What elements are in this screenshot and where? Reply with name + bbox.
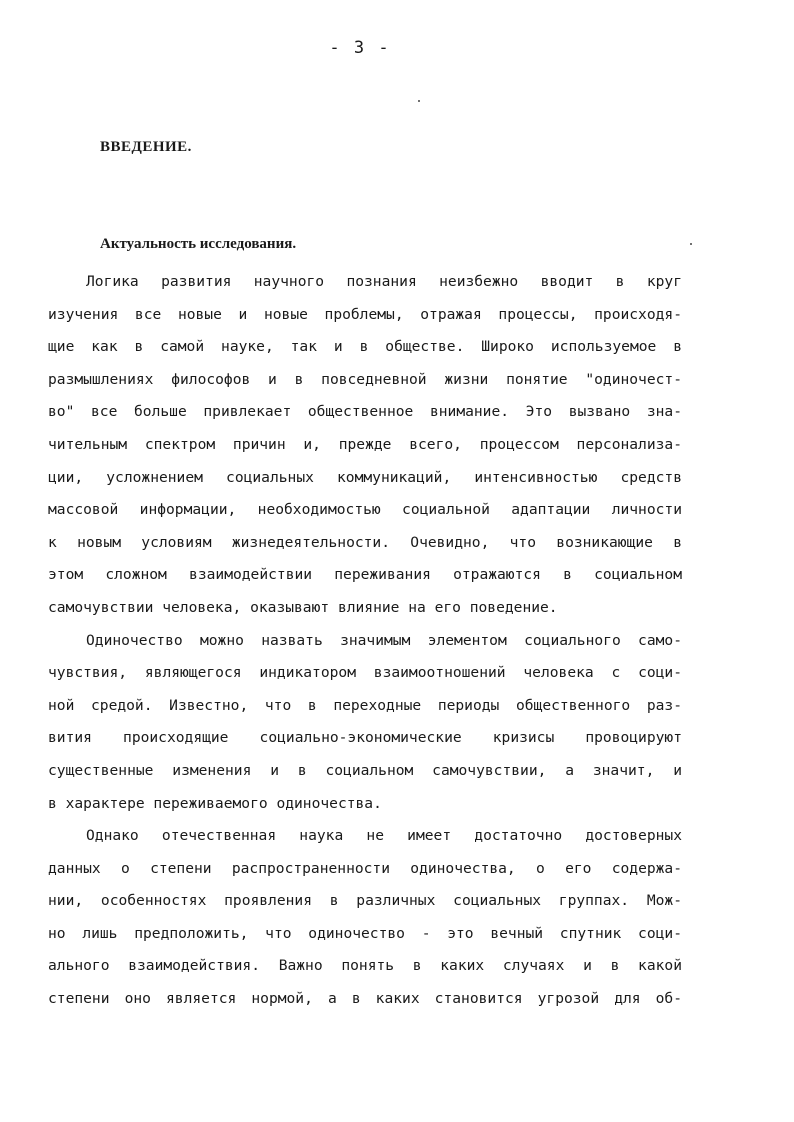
text-line: Однако отечественная наука не имеет достаточно достоверных	[86, 827, 682, 845]
text-line: в характере переживаемого одиночества.	[48, 794, 382, 812]
text-line: ции, усложнением социальных коммуникаций, интенсивностью средств	[48, 468, 682, 486]
scan-speck	[690, 243, 692, 245]
text-line: ального взаимодействия. Важно понять в каких случаях и в какой	[48, 957, 682, 975]
text-line: Одиночество можно назвать значимым элементом социального само-	[86, 631, 682, 649]
text-line: к новым условиям жизнедеятельности. Очевидно, что возникающие в	[48, 533, 682, 551]
text-line: изучения все новые и новые проблемы, отражая процессы, происходя-	[48, 305, 682, 323]
text-line: но лишь предположить, что одиночество - это вечный спутник соци-	[48, 924, 682, 942]
text-line: Логика развития научного познания неизбежно вводит в круг	[86, 273, 682, 290]
text-line: существенные изменения и в социальном самочувствии, а значит, и	[48, 761, 682, 779]
text-line: степени оно является нормой, а в каких становится угрозой для об-	[48, 990, 682, 1008]
text-line: нии, особенностях проявления в различных социальных группах. Мож-	[48, 892, 682, 910]
text-line: во" все больше привлекает общественное внимание. Это вызвано зна-	[48, 403, 682, 421]
text-line: этом сложном взаимодействии переживания отражаются в социальном	[48, 566, 682, 584]
text-line: чительным спектром причин и, прежде всего, процессом персонализа-	[48, 435, 682, 453]
text-line: размышлениях философов и в повседневной жизни понятие "одиночест-	[48, 370, 682, 388]
body-text	[48, 266, 682, 1016]
text-line: вития происходящие социально-экономические кризисы провоцируют	[48, 729, 682, 747]
heading-introduction: ВВЕДЕНИЕ.	[100, 139, 192, 155]
scan-speck	[418, 100, 420, 102]
page-number: - 3 -	[329, 38, 391, 58]
text-line: ной средой. Известно, что в переходные периоды общественного раз-	[48, 696, 682, 714]
text-line: самочувствии человека, оказывают влияние на его поведение.	[48, 598, 558, 616]
text-line: щие как в самой науке, так и в обществе. Широко используемое в	[48, 338, 682, 356]
text-line: данных о степени распространенности одиночества, о его содержа-	[48, 859, 682, 877]
section-title-relevance: Актуальность исследования.	[100, 236, 297, 252]
text-line: чувствия, являющегося индикатором взаимоотношений человека с соци-	[48, 664, 682, 682]
text-line: массовой информации, необходимостью социальной адаптации личности	[48, 501, 682, 519]
